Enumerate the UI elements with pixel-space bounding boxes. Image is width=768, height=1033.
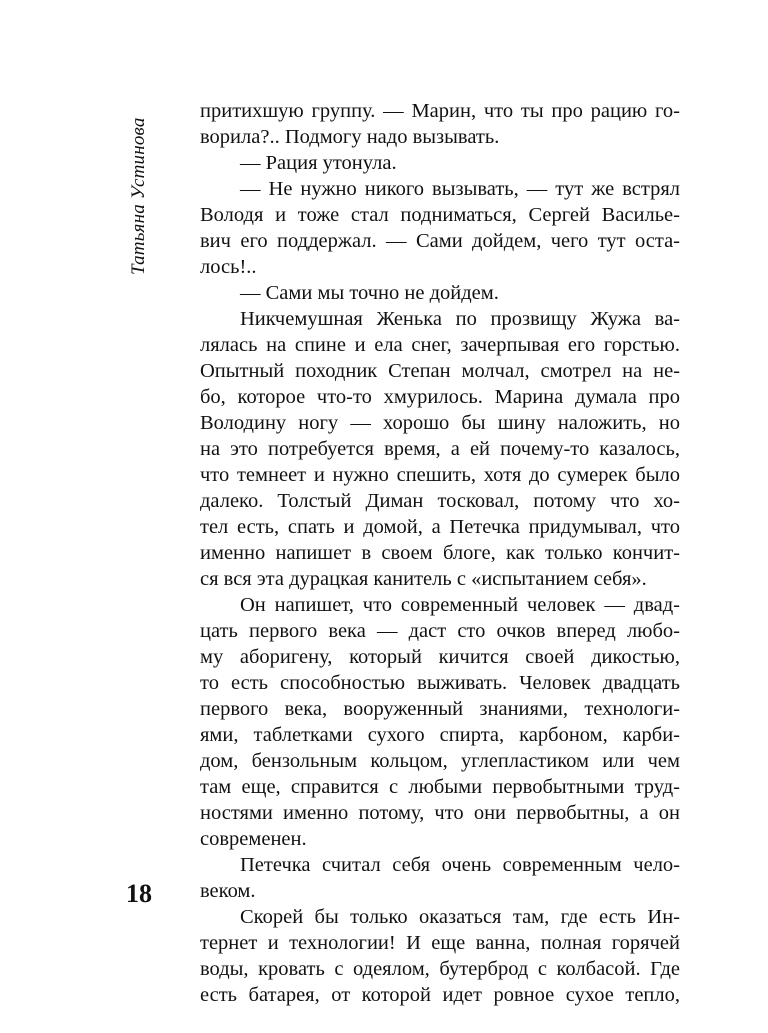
text-line: цать первого века — даст сто очков вперед любо- xyxy=(200,620,680,642)
text-line: что темнеет и нужно спешить, хотя до сумерек было xyxy=(200,464,680,486)
text-line: дом, бензольным кольцом, углепластиком или чем xyxy=(200,750,680,772)
text-line: то есть способностью выживать. Человек двадцать xyxy=(200,672,680,694)
text-line: воды, кровать с одеялом, бутерброд с колбасой. Где xyxy=(200,958,680,980)
text-line: ями, таблетками сухого спирта, карбоном, карби- xyxy=(200,724,680,746)
text-line: тел есть, спать и домой, а Петечка придумывал, что xyxy=(200,516,680,538)
text-line: му аборигену, который кичится своей дикостью, xyxy=(200,646,680,668)
text-line: Скорей бы только оказаться там, где есть Ин- xyxy=(240,906,680,928)
text-line: первого века, вооруженный знаниями, технологи- xyxy=(200,698,680,720)
running-head: Татьяна Устинова xyxy=(128,117,149,275)
text-line: ся вся эта дурацкая канитель с «испытанием себя». xyxy=(200,568,647,590)
text-line: Володину ногу — хорошо бы шину наложить, но xyxy=(200,412,680,434)
text-line: тернет и технологии! И еще ванна, полная горячей xyxy=(200,932,680,954)
text-line: — Сами мы точно не дойдем. xyxy=(240,282,499,304)
page-number: 18 xyxy=(126,879,152,908)
text-line: ностями именно потому, что они первобытны, а он xyxy=(200,802,680,824)
text-line: Володя и тоже стал подниматься, Сергей Василье- xyxy=(200,204,680,226)
text-line: далеко. Толстый Диман тосковал, потому что хо- xyxy=(200,490,680,512)
text-line: Петечка считал себя очень современным чело- xyxy=(240,854,680,876)
text-line: — Рация утонула. xyxy=(240,152,397,174)
text-line: бо, которое что-то хмурилось. Марина думала про xyxy=(200,386,680,408)
text-line: есть батарея, от которой идет ровное сухое тепло, xyxy=(200,984,680,1006)
text-line: — Не нужно никого вызывать, — тут же встрял xyxy=(240,178,680,200)
text-line: на это потребуется время, а ей почему-то казалось, xyxy=(200,438,680,460)
text-line: Он напишет, что современный человек — двад- xyxy=(240,594,680,616)
text-line: веком. xyxy=(200,880,256,902)
text-line: притихшую группу. — Марин, что ты про рацию го- xyxy=(200,100,680,122)
text-line: лялась на спине и ела снег, зачерпывая его горстью. xyxy=(200,334,680,356)
text-line: современен. xyxy=(200,828,307,850)
text-line: вич его поддержал. — Сами дойдем, чего тут оста- xyxy=(200,230,680,252)
text-line: лось!.. xyxy=(200,256,257,278)
text-line: Никчемушная Женька по прозвищу Жужа ва- xyxy=(240,308,680,330)
text-line: Опытный походник Степан молчал, смотрел на не- xyxy=(200,360,680,382)
text-line: именно напишет в своем блоге, как только кончит- xyxy=(200,542,680,564)
text-line: ворила?.. Подмогу надо вызывать. xyxy=(200,126,500,148)
text-line: там еще, справится с любыми первобытными труд- xyxy=(200,776,680,798)
body-text xyxy=(200,98,680,1008)
